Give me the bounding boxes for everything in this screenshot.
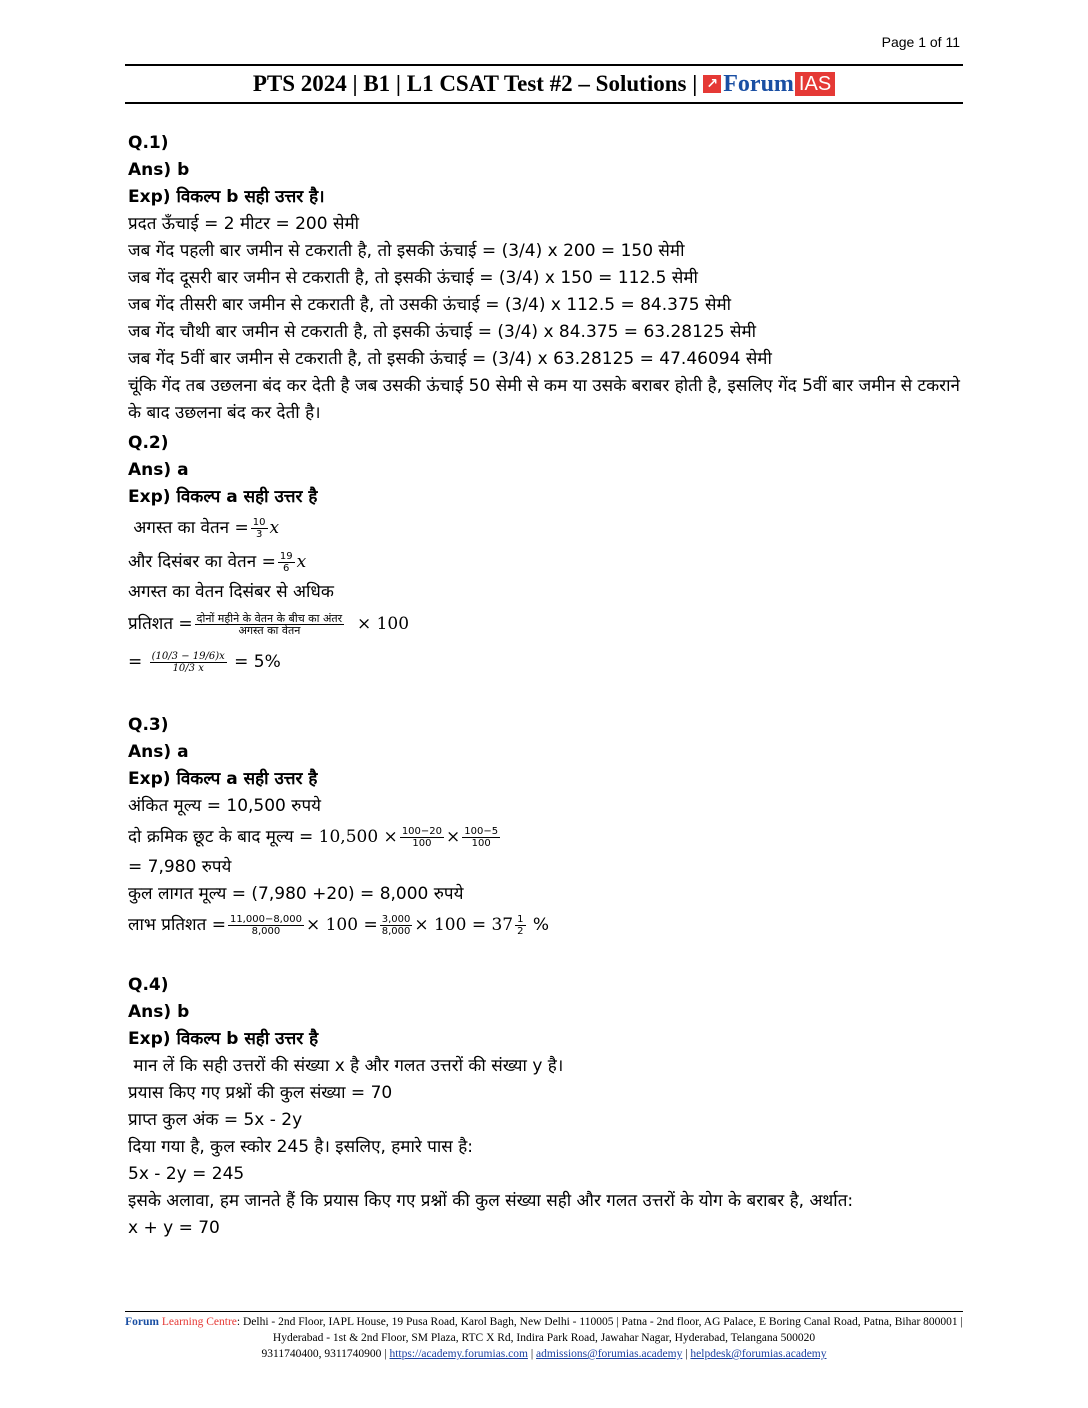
logo-forum-text: Forum — [723, 70, 794, 97]
explanation-heading — [128, 484, 968, 511]
exp-label: Exp) — [128, 487, 171, 507]
answer: Ans) a — [128, 742, 189, 762]
text-line: जब गेंद पहली बार जमीन से टकराती है, तो इसकी ऊंचाई = (3/4) x 200 = 150 सेमी — [128, 241, 685, 261]
answer: Ans) b — [128, 1002, 190, 1022]
fraction: $\frac{10}{3}$ — [252, 516, 266, 540]
exp-label: Exp) — [128, 187, 171, 207]
question-number: Q.3) — [128, 715, 169, 735]
exp-label: Exp) — [128, 1029, 171, 1049]
text-line: प्राप्त कुल अंक = 5x - 2y — [128, 1110, 303, 1130]
page-footer: Forum Learning Centre: Delhi - 2nd Floor, IAPL House, 19 Pusa Road, Karol Bagh, New Delhi - 110005 | Patna - 2nd floor, AG Palace, E Boring Canal Road, Patna, Bihar 800001 | Hyderabad - 1st & 2nd Floor, SM Plaza, RTC X Rd, Indira Park Road, Jawahar Nagar, Hyderabad, Telangana 500020 9311740400, 9311740900 | https://academy.forumias.com | admissions@forumias.academy | helpdesk@forumias.academy — [125, 1311, 963, 1362]
text-line: मान लें कि सही उत्तरों की संख्या x है और गलत उत्तरों की संख्या y है। — [128, 1056, 564, 1076]
admissions-email-link[interactable]: admissions@forumias.academy — [536, 1348, 683, 1360]
text-line: प्रदत ऊँचाई = 2 मीटर = 200 सेमी — [128, 214, 360, 234]
fraction: $\frac{\text{दोनों महीने के वेतन के बीच का अंतर}}{\text{अगस्त का वेतन}}$ — [196, 611, 343, 637]
helpdesk-email-link[interactable]: helpdesk@forumias.academy — [690, 1348, 827, 1360]
explanation-heading — [128, 1026, 968, 1053]
footer-address: Delhi - 2nd Floor, IAPL House, 19 Pusa Road, Karol Bagh, New Delhi - 110005 | Patna - 2nd floor, AG Palace, E Boring Canal Road, Patna, Bihar 800001 | Hyderabad - 1st & 2nd Floor, SM Plaza, RTC X Rd, Indira Park Road, Jawahar Nagar, Hyderabad, Telangana 500020 — [240, 1316, 963, 1344]
header-title: PTS 2024 | B1 | L1 CSAT Test #2 – Solutions | — [252, 71, 698, 96]
footer-brand-sub: Learning Centre — [161, 1316, 237, 1328]
text-line: प्रयास किए गए प्रश्नों की कुल संख्या = 70 — [128, 1083, 393, 1103]
document-body — [128, 130, 968, 1242]
discount-formula: दो क्रमिक छूट के बाद मूल्य = 10,500 × $\frac{100-20}{100}$ × $\frac{100-5}{100}$ — [128, 825, 499, 849]
percentage-result: = $\frac{(10/3 - 19/6)x}{10/3 x}$ = 5% — [128, 650, 281, 674]
text-line: x + y = 70 — [128, 1218, 220, 1238]
fraction: $\frac{100-5}{100}$ — [464, 825, 499, 849]
text-line: अगस्त का वेतन दिसंबर से अधिक — [128, 582, 334, 602]
fraction: $\frac{11,000-8,000}{8,000}$ — [229, 913, 302, 937]
arrow-icon: ↗ — [703, 75, 721, 93]
text-line: कुल लागत मूल्य = (7,980 +20) = 8,000 रुपये — [128, 884, 464, 904]
text-line: जब गेंद चौथी बार जमीन से टकराती है, तो इसकी ऊंचाई = (3/4) x 84.375 = 63.28125 सेमी — [128, 322, 757, 342]
footer-brand: Forum — [125, 1316, 159, 1328]
page-number: Page 1 of 11 — [881, 34, 960, 50]
text-line: जब गेंद दूसरी बार जमीन से टकराती है, तो इसकी ऊंचाई = (3/4) x 150 = 112.5 सेमी — [128, 268, 698, 288]
question-number: Q.1) — [128, 133, 169, 153]
text-line: = 7,980 रुपये — [128, 857, 232, 877]
fraction: $\frac{(10/3 - 19/6)x}{10/3 x}$ — [151, 650, 225, 674]
percentage-formula: प्रतिशत = $\frac{\text{दोनों महीने के वेतन के बीच का अंतर}}{\text{अगस्त का वेतन}}$ × 100 — [128, 611, 410, 637]
fraction: $\frac{100-20}{100}$ — [401, 825, 443, 849]
exp-text: विकल्प b सही उत्तर है। — [176, 187, 325, 207]
explanation-heading — [128, 766, 968, 793]
question-number: Q.2) — [128, 433, 169, 453]
answer: Ans) b — [128, 160, 190, 180]
text-line: जब गेंद तीसरी बार जमीन से टकराती है, तो उसकी ऊंचाई = (3/4) x 112.5 = 84.375 सेमी — [128, 295, 732, 315]
december-salary-line: और दिसंबर का वेतन = $\frac{19}{6}$ x — [128, 550, 307, 574]
text-paragraph: चूंकि गेंद तब उछलना बंद कर देती है जब उसकी ऊंचाई 50 सेमी से कम या उसके बराबर होती है, इसलिए गेंद 5वीं बार जमीन से टकराने के बाद उछलना बंद कर देती है। — [128, 376, 960, 423]
logo-ias-text: IAS — [795, 72, 835, 96]
question-number: Q.4) — [128, 975, 169, 995]
fraction: $\frac{19}{6}$ — [279, 550, 293, 574]
exp-text: विकल्प a सही उत्तर है — [176, 487, 318, 507]
fraction: $\frac{1}{2}$ — [517, 913, 524, 937]
text-line: अंकित मूल्य = 10,500 रुपये — [128, 796, 321, 816]
text-line: दिया गया है, कुल स्कोर 245 है। इसलिए, हमारे पास है: — [128, 1137, 473, 1157]
footer-phones: 9311740400, 9311740900 | — [261, 1348, 387, 1360]
page-header — [125, 64, 963, 104]
answer: Ans) a — [128, 460, 189, 480]
exp-text: विकल्प b सही उत्तर है — [176, 1029, 319, 1049]
explanation-heading — [128, 184, 968, 211]
fraction: $\frac{3,000}{8,000}$ — [381, 913, 411, 937]
academy-link[interactable]: https://academy.forumias.com — [389, 1348, 528, 1360]
august-salary-line: अगस्त का वेतन = $\frac{10}{3}$ x — [133, 516, 280, 540]
text-line: इसके अलावा, हम जानते हैं कि प्रयास किए गए प्रश्नों की कुल संख्या सही और गलत उत्तरों के योग के बराबर है, अर्थात: — [128, 1191, 854, 1211]
text-line: 5x - 2y = 245 — [128, 1164, 245, 1184]
forumias-logo — [703, 71, 835, 98]
profit-formula: लाभ प्रतिशत = $\frac{11,000-8,000}{8,000}$ × 100 = $\frac{3,000}{8,000}$ × 100 = 37 $\frac{1}{2}$ % — [128, 913, 550, 937]
exp-text: विकल्प a सही उत्तर है — [176, 769, 318, 789]
exp-label: Exp) — [128, 769, 171, 789]
text-line: जब गेंद 5वीं बार जमीन से टकराती है, तो इसकी ऊंचाई = (3/4) x 63.28125 = 47.46094 सेमी — [128, 349, 772, 369]
